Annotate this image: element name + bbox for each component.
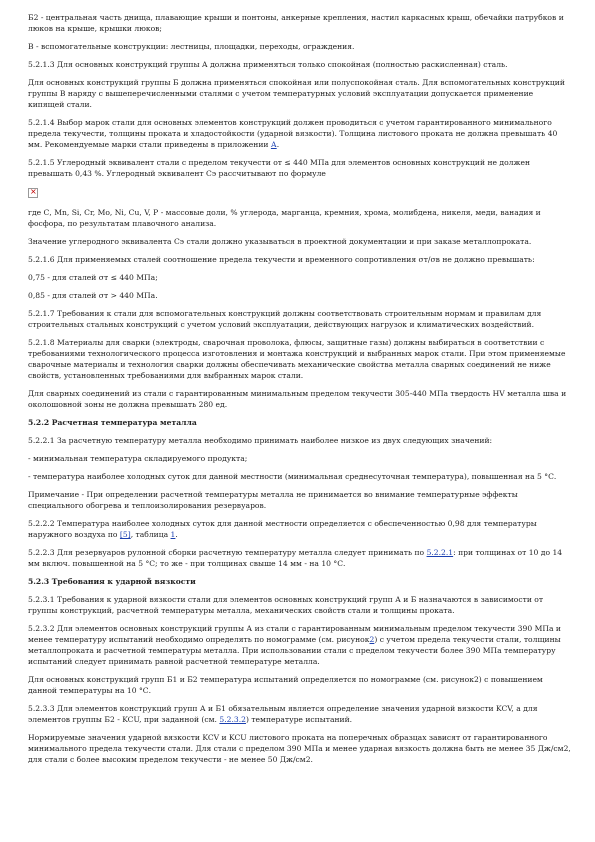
paragraph-ratio-075 xyxy=(28,272,571,283)
section-heading-5-2-2 xyxy=(28,417,571,428)
paragraph-5-2-2-3 xyxy=(28,547,571,569)
paragraph-5-2-1-5 xyxy=(28,157,571,179)
paragraph-text: В - вспомогательные конструкции: лестницы, площадки, переходы, ограждения. xyxy=(28,42,355,51)
paragraph-ce-value xyxy=(28,236,571,247)
paragraph-tail: ) температуре испытаний. xyxy=(245,715,353,724)
paragraph-5-2-3-1 xyxy=(28,594,571,616)
paragraph-text: 5.2.3.3 Для элементов конструкций групп А и Б1 обязательным является определение значения ударной вязкости KCV, а для элементов группы Б2 - KCU, при заданной (см. xyxy=(28,704,538,724)
paragraph-5-2-1-3 xyxy=(28,59,571,70)
paragraph-text: 5.2.3.2 Для элементов основных конструкций группы А из стали с гарантированным минимальным пределом текучести 390 МПа и менее температуру испытаний необходимо определять по номограмме (см. рисунок xyxy=(28,624,561,644)
paragraph-text: 0,85 - для сталей σт > 440 МПа. xyxy=(28,291,158,300)
section-5-2-2-1-link[interactable]: 5.2.2.1 xyxy=(426,548,454,557)
paragraph-text: 5.2.1.4 Выбор марок стали для основных элементов конструкций должен проводиться с учетом гарантированного минимального предела текучести, толщины проката и хладостойкости (ударной вязкости). Толщина листового проката не должна превышать 40 мм. Рекомендуемые марки стали приведены в приложении xyxy=(28,118,558,149)
paragraph-5-2-1-4 xyxy=(28,117,571,150)
paragraph-text: 5.2.1.5 Углеродный эквивалент стали с пределом текучести от ≤ 440 МПа для элементов основных конструкций не должен превышать 0,43 %. Углеродный эквивалент Cэ рассчитывают по формуле xyxy=(28,158,531,178)
paragraph-text: - минимальная температура складируемого продукта; xyxy=(28,454,248,463)
paragraph-text: 5.2.1.7 Требования к стали для вспомогательных конструкций должны соответствовать строительным нормам и правилам для строительных стальных конструкций с учетом условий эксплуатации, действующих нагрузок и климатических воздействий. xyxy=(28,309,542,329)
paragraph-text: 5.2.1.3 Для основных конструкций группы А должна применяться только спокойная (полностью раскисленная) сталь. xyxy=(28,60,508,69)
paragraph-ratio-085 xyxy=(28,290,571,301)
reference-5-link[interactable]: [5] xyxy=(119,530,131,539)
paragraph-note xyxy=(28,489,571,511)
paragraph-text: 5.2.1.8 Материалы для сварки (электроды, сварочная проволока, флюсы, защитные газы) должны выбираться в соответствии с требованиями технологического процесса изготовления и монтажа конструкций и выбранных марок стали. При этом применяемые сварочные материалы и технология сварки должны обеспечивать механические свойства металла сварных соединений не ниже свойств, установленных требованиями для выбранных марок стали. xyxy=(28,338,566,380)
paragraph-tail: . xyxy=(175,530,178,539)
section-5-2-3-2-link[interactable]: 5.2.3.2 xyxy=(219,715,246,724)
paragraph-hardness xyxy=(28,388,571,410)
paragraph-formula-explanation xyxy=(28,207,571,229)
paragraph-tail: , таблица xyxy=(130,530,169,539)
paragraph-5-2-1-6 xyxy=(28,254,571,265)
paragraph-5-2-3-3 xyxy=(28,703,571,725)
paragraph-5-2-2-1 xyxy=(28,435,571,446)
appendix-a-link[interactable]: А xyxy=(270,140,277,149)
paragraph-text: 5.2.2.1 За расчетную температуру металла необходимо принимать наиболее низкое из двух следующих значений: xyxy=(28,436,493,445)
formula-broken-image-icon xyxy=(28,188,38,198)
paragraph-coldest-day-temp xyxy=(28,471,571,482)
paragraph-min-product-temp xyxy=(28,453,571,464)
paragraph-text: Значение углеродного эквивалента Cэ стали должно указываться в проектной документации и при заказе металлопроката. xyxy=(28,237,532,246)
paragraph-tail: ) с учетом предела текучести стали, толщины металлопроката и расчетной температуры металла. При использовании стали с пределом текучести более 390 МПа температуру испытаний следует принимать равной расчетной температуре металла. xyxy=(28,635,561,666)
section-heading-5-2-3 xyxy=(28,576,571,587)
paragraph-text: 0,75 - для сталей σт ≤ 440 МПа; xyxy=(28,273,158,282)
paragraph-text: Нормируемые значения ударной вязкости KCV и KCU листового проката на поперечных образцах зависят от гарантированного минимального предела текучести стали. Для стали с пределом 390 МПа и менее ударная вязкость должна быть не менее 35 Дж/см2, для стали с более высоким пределом текучести - не менее 50 Дж/см2. xyxy=(28,733,571,764)
paragraph-5-2-3-2 xyxy=(28,623,571,667)
paragraph-5-2-1-7 xyxy=(28,308,571,330)
paragraph-group-v xyxy=(28,41,571,52)
paragraph-tail: : при толщинах от 10 до 14 мм включ. повышенной на 5 °С; то же - при толщинах свыше 14 мм - на 10 °С. xyxy=(28,548,563,568)
paragraph-text: Для основных конструкций групп Б1 и Б2 температура испытаний определяется по номограмме (см. рисунок2) с повышением данной температуры на 10 °С. xyxy=(28,675,543,695)
paragraph-text: Для сварных соединений из стали с гарантированным минимальным пределом текучести 305-440 МПа твердость HV металла шва и околошовной зоны не должна превышать 280 ед. xyxy=(28,389,567,409)
paragraph-tail: . xyxy=(276,140,280,149)
paragraph-groups-b1-b2 xyxy=(28,674,571,696)
table-1-link[interactable]: 1 xyxy=(170,530,176,539)
paragraph-text: Б2 - центральная часть днища, плавающие крыши и понтоны, анкерные крепления, настил каркасных крыш, обечайки патрубков и люков на крыше, крышки люков; xyxy=(28,13,564,33)
paragraph-group-b-steel xyxy=(28,77,571,110)
paragraph-text: Примечание - При определении расчетной температуры металла не принимается во внимание температурные эффекты специального обогрева и теплоизолирования резервуаров. xyxy=(28,490,518,510)
paragraph-5-2-1-8 xyxy=(28,337,571,381)
paragraph-5-2-2-2 xyxy=(28,518,571,540)
figure-2-link[interactable]: 2 xyxy=(369,635,375,644)
heading-text: 5.2.3 Требования к ударной вязкости xyxy=(28,577,196,586)
paragraph-text: Для основных конструкций группы Б должна применяться спокойная или полуспокойная сталь. Для вспомогательных конструкций группы В наряду с вышеперечисленными сталями с учетом температурных условий эксплуатации допускается применение кипящей стали. xyxy=(28,78,565,109)
heading-text: 5.2.2 Расчетная температура металла xyxy=(28,418,197,427)
paragraph-text: 5.2.3.1 Требования к ударной вязкости стали для элементов основных конструкций групп А и Б назначаются в зависимости от группы конструкций, расчетной температуры металла, механических свойств стали и толщины проката. xyxy=(28,595,544,615)
paragraph-text: 5.2.2.2 Температура наиболее холодных суток для данной местности определяется с обеспеченностью 0,98 для температуры наружного воздуха по xyxy=(28,519,537,539)
paragraph-text: 5.2.2.3 Для резервуаров рулонной сборки расчетную температуру металла следует принимать по xyxy=(28,548,425,557)
paragraph-impact-values xyxy=(28,732,571,765)
paragraph-text: 5.2.1.6 Для применяемых сталей соотношение предела текучести и временного сопротивления σт/σв не должно превышать: xyxy=(28,255,535,264)
paragraph-text: - температура наиболее холодных суток для данной местности (минимальная среднесуточная температура), повышенная на 5 °С. xyxy=(28,472,557,481)
paragraph-b2 xyxy=(28,12,571,34)
paragraph-text: где С, Mn, Si, Cr, Mo, Ni, Cu, V, P - массовые доли, % углерода, марганца, кремния, хрома, молибдена, никеля, меди, ванадия и фосфора, по результатам плавочного анализа. xyxy=(28,208,541,228)
